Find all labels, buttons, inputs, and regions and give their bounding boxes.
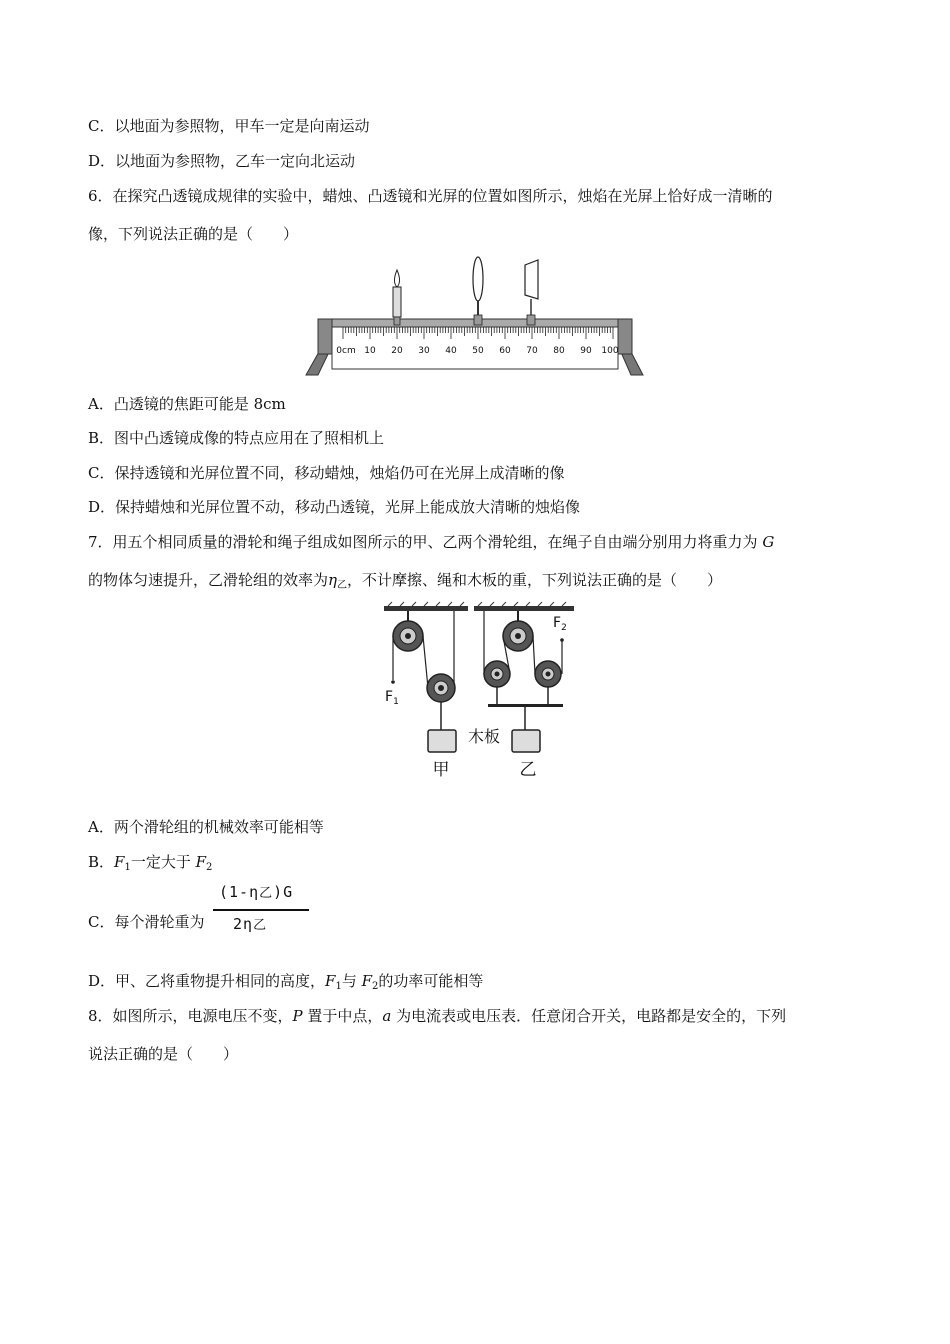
q7-stem-line1 — [88, 532, 774, 552]
q7-stem-text: ，不计摩擦、绳和木板的重，下列说法正确的是（ ） — [347, 571, 723, 589]
light-screen — [525, 260, 538, 325]
q7-option-d — [88, 971, 483, 997]
force-symbol: F — [114, 853, 125, 871]
fraction-numerator: (1-η乙)G — [219, 883, 294, 901]
q7-option-a: A．两个滑轮组的机械效率可能相等 — [88, 818, 324, 836]
wooden-board — [488, 704, 563, 707]
option-b-prefix: B． — [88, 853, 115, 871]
q8-stem-text: 为电流表或电压表．任意闭合开关，电路都是安全的，下列 — [391, 1007, 787, 1025]
q6-option-d: D．保持蜡烛和光屏位置不动，移动凸透镜，光屏上能成放大清晰的烛焰像 — [88, 498, 581, 516]
ruler-label: 20 — [391, 346, 403, 356]
option-d-text: 与 — [341, 972, 362, 990]
q7-option-c: C．每个滑轮重为 — [88, 913, 205, 931]
a-symbol: a — [382, 1007, 392, 1025]
pulley-system-figure — [378, 600, 578, 780]
q6-option-a: A．凸透镜的焦距可能是 8cm — [88, 395, 286, 413]
ruler-label: 30 — [418, 346, 430, 356]
ruler-label: 40 — [445, 346, 457, 356]
q7-stem-text: 7．用五个相同质量的滑轮和绳子组成如图所示的甲、乙两个滑轮组，在绳子自由端分别用力将重力为 — [88, 533, 763, 551]
q8-stem-line1 — [88, 1006, 786, 1026]
ruler-label: 60 — [499, 346, 511, 356]
q8-stem-line2: 说法正确的是（ ） — [88, 1045, 239, 1063]
fraction-denominator: 2η乙 — [233, 915, 268, 933]
force-symbol: F — [361, 972, 373, 990]
convex-lens — [473, 257, 483, 325]
q5-option-d: D．以地面为参照物，乙车一定向北运动 — [88, 152, 356, 170]
q6-option-b: B．图中凸透镜成像的特点应用在了照相机上 — [88, 429, 385, 447]
option-d-text: 的功率可能相等 — [378, 972, 484, 990]
option-b-text: 一定大于 — [130, 853, 196, 871]
pulley-weight-fraction — [213, 882, 311, 938]
system-label-jia: 甲 — [432, 760, 450, 780]
ruler-label: 90 — [580, 346, 592, 356]
q6-stem-line2: 像，下列说法正确的是（ ） — [88, 225, 299, 243]
q7-stem-line2 — [88, 570, 722, 596]
force-subscript: 1 — [335, 981, 342, 992]
q6-stem-line1: 6．在探究凸透镜成规律的实验中，蜡烛、凸透镜和光屏的位置如图所示，烛焰在光屏上恰好成一清晰的 — [88, 187, 773, 205]
candle — [393, 270, 401, 325]
force-subscript: 2 — [206, 862, 213, 873]
fraction-bar — [213, 909, 309, 911]
option-d-text: D．甲、乙将重物提升相同的高度， — [88, 972, 326, 990]
q8-stem-text: 8．如图所示，电源电压不变， — [88, 1007, 293, 1025]
ruler-label: 10 — [364, 346, 376, 356]
force-label-f1: $F_1$ — [385, 689, 399, 707]
force-label-f2: $F_2$ — [553, 615, 567, 633]
ruler-label: 0cm — [336, 346, 356, 356]
ruler-label: 100 — [601, 346, 619, 356]
q8-stem-text: 置于中点， — [302, 1007, 383, 1025]
q7-option-b — [88, 852, 212, 878]
gravity-symbol: G — [762, 533, 775, 551]
system-label-yi: 乙 — [519, 760, 537, 780]
force-symbol: F — [195, 853, 207, 871]
pulley-group-jia — [391, 611, 456, 752]
force-symbol: F — [325, 972, 336, 990]
optical-bench-figure — [300, 255, 650, 380]
q7-stem-text: 的物体匀速提升，乙滑轮组的效率为 — [88, 571, 329, 589]
board-label: 木板 — [468, 727, 501, 746]
force-subscript: 2 — [372, 981, 379, 992]
efficiency-symbol: η — [328, 571, 338, 589]
q6-option-c: C．保持透镜和光屏位置不同，移动蜡烛，烛焰仍可在光屏上成清晰的像 — [88, 464, 565, 482]
p-symbol: P — [292, 1007, 303, 1025]
force-subscript: 1 — [124, 862, 131, 873]
efficiency-subscript: 乙 — [337, 580, 348, 591]
ruler-label: 50 — [472, 346, 484, 356]
ruler-label: 80 — [553, 346, 565, 356]
q5-option-c: C．以地面为参照物，甲车一定是向南运动 — [88, 117, 370, 135]
ruler-label: 70 — [526, 346, 538, 356]
